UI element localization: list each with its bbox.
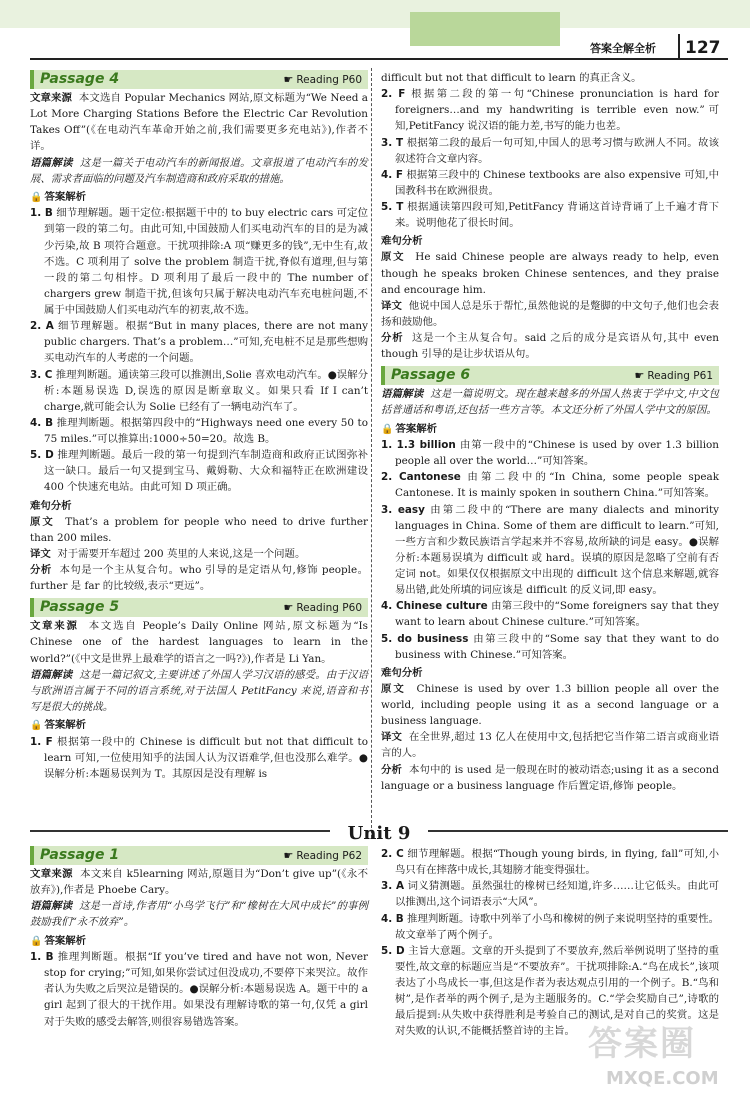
left-column bbox=[30, 70, 368, 782]
bottom-right-column bbox=[381, 846, 719, 1040]
right-column bbox=[381, 70, 719, 794]
source-paragraph: 文章来源 本文选自 Popular Mechanics 网站,原文标题为“We Need a Lot More Charging Stations Before the Electric Car Revolution Takes Off”(《在电动汽车革命开始之前,我们需要更多充电站》),作者不详。 bbox=[30, 92, 368, 153]
column-divider bbox=[371, 68, 372, 838]
site-watermark bbox=[588, 1018, 738, 1089]
reading-ref: Reading P61 bbox=[647, 370, 713, 383]
unit-heading-row bbox=[30, 820, 728, 842]
source-paragraph: 文章来源 本文选自 People’s Daily Online 网站,原文标题为“Is Chinese one of the hardest languages to learn in the world?”(《中文是世界上最难学的语言之一吗?》),作者是 Li Yan。 bbox=[30, 620, 368, 665]
answers-heading: 🔒 答案解析 bbox=[381, 421, 719, 438]
source-paragraph: 文章来源 本文来自 k5learning 网站,原题目为“Don’t give up”(《永不放弃》),作者是 Phoebe Cary。 bbox=[30, 868, 369, 897]
passage-title: Passage 4 bbox=[40, 70, 120, 87]
answer-item: 2. Cantonese 由第二段中的“In China, some people speak Cantonese. It is mainly spoken in southern China.”可知答案。 bbox=[381, 471, 719, 500]
answers-heading: 🔒 答案解析 bbox=[30, 933, 368, 950]
genre-paragraph: 语篇解读 这是一首诗,作者用“小鸟学飞行”和“橡树在大风中成长”的事例鼓励我们“永不放弃”。 bbox=[30, 900, 368, 929]
reading-ref: Reading P60 bbox=[296, 602, 362, 615]
answer-item: 1. B 推理判断题。根据“If you’ve tired and have not won, Never stop for crying;”可知,如果你尝试过但没成功,不要停下来哭泣。故作者认为失败之后哭泣是错误的。●误解分析:本题易误选 A。题干中的 a girl 起到了很大的干扰作用。如果没有理解诗歌的第一句,仅凭 a girl 对于失败的感受去解答,则很容易错选答案。 bbox=[30, 951, 368, 1028]
translation: 译文 对于需要开车超过 200 英里的人来说,这是一个问题。 bbox=[30, 547, 306, 560]
answer-item: 3. easy 由第二段中的“There are many dialects and minority languages in China. Some of them are difficult to learn.”可知,一些方言和少数民族语言学起来并不容易,故所缺的词是 easy。●误解分析:本题易误填为 difficult 或 hard。误填的原因是忽略了空前有否定词 not。如果仅仅根据原文中出现的 difficult 这个信息来解题,就容易出错,此处所填的词应该是 difficult 的反义词,即 easy。 bbox=[381, 503, 719, 597]
answer-item: 3. C 推理判断题。通读第三段可以推测出,Solie 喜欢电动汽车。●误解分析:本题易误选 D,误选的原因是断章取义。如果只看 If I can’t charge,就可能会认为 Solie 已经有了一辆电动汽车了。 bbox=[30, 368, 368, 413]
passage-4-header bbox=[30, 70, 368, 89]
page-header bbox=[0, 0, 750, 62]
unit-title: Unit 9 bbox=[347, 823, 411, 844]
answer-item: 4. F 根据第三段中的 Chinese textbooks are also expensive 可知,中国教科书在欧洲很贵。 bbox=[381, 168, 719, 197]
passage-title: Passage 1 bbox=[40, 846, 120, 863]
original-sentence: 原文 He said Chinese people are always ready to help, even though he speaks broken Chinese sentences, and they praise and encourage him. bbox=[381, 251, 719, 296]
difficult-sentence-heading: 难句分析 bbox=[30, 499, 72, 512]
answers-heading: 🔒 答案解析 bbox=[30, 717, 368, 734]
original-sentence: 原文 That’s a problem for people who need to drive further than 200 miles. bbox=[30, 515, 368, 544]
passage-5-header bbox=[30, 598, 368, 617]
lock-icon: 🔒 bbox=[30, 720, 43, 731]
genre-paragraph: 语篇解读 这是一篇说明文。现在越来越多的外国人热衷于学中文,中文包括普通话和粤语,还包括一些方言等。本文还分析了外国人学中文的原因。 bbox=[381, 388, 719, 417]
translation: 译文 在全世界,超过 13 亿人在使用中文,包括把它当作第二语言或商业语言的人。 bbox=[381, 731, 720, 760]
answer-item: 5. do business 由第三段中的“Some say that they want to do business with Chinese.”可知答案。 bbox=[381, 632, 719, 661]
lock-icon: 🔒 bbox=[30, 191, 43, 203]
bottom-left-column bbox=[30, 846, 368, 1030]
pointing-hand-icon: ☛ bbox=[283, 601, 294, 615]
pointing-hand-icon: ☛ bbox=[283, 848, 294, 862]
difficult-sentence-heading: 难句分析 bbox=[381, 666, 423, 679]
watermark-top: 答案圈 bbox=[588, 1024, 696, 1064]
reading-ref: Reading P62 bbox=[296, 849, 362, 862]
answer-item: 5. T 根据通读第四段可知,PetitFancy 背诵这首诗背诵了上千遍才背下来。说明他花了很长时间。 bbox=[381, 201, 719, 230]
pointing-hand-icon: ☛ bbox=[283, 72, 294, 86]
analysis: 分析 这是一个主从复合句。said 之后的成分是宾语从句,其中 even though 引导的是让步状语从句。 bbox=[381, 332, 720, 361]
answer-item: 2. A 细节理解题。根据“But in many places, there are not many public chargers. That’s a problem…”可知,充电桩不足是那些想购买电动汽车的人考虑的一个问题。 bbox=[30, 320, 368, 365]
answer-item: 3. A 词义猜测题。虽然强壮的橡树已经知道,许多……让它低头。由此可以推测出,这个词语表示“大风”。 bbox=[381, 880, 719, 909]
analysis: 分析 本句中的 is used 是一般现在时的被动语态;using it as a second language or a business language 作后置定语,修饰 people。 bbox=[381, 763, 719, 792]
answer-item: 5. D 主旨大意题。文章的开头提到了不要放弃,然后举例说明了坚持的重要性,故文章的标题应当是“不要放弃”。干扰项排除:A.“鸟在成长”,该项表达了小鸟成长一事,但这是作者为表达观点引用的一个例子。B.“鸟和树”,是作者举的两个例子,是为主题服务的。C.“学会奖励自己”,诗歌的最后提到:从失败中获得胜利是考验自己的测试,是对自己的奖赏。这是对失败的认识,不能概括整首诗的主旨。 bbox=[381, 944, 719, 1038]
answer-item: 1. F 根据第一段中的 Chinese is difficult but not that difficult to learn 可知,一位使用知乎的法国人认为汉语难学,但也没那么难学。●误解分析:本题易误判为 T。其原因是没有理解 is bbox=[30, 735, 368, 780]
answer-item: 4. B 推理判断题。根据第四段中的“Highways need one every 50 to 75 miles.”可以推算出:1000÷50=20。故选 B。 bbox=[30, 416, 368, 445]
genre-paragraph: 语篇解读 这是一篇记叙文,主要讲述了外国人学习汉语的感受。由于汉语与欧洲语言属于不同的语言系统,对于法国人 PetitFancy 来说,语音和书写是很大的挑战。 bbox=[30, 668, 368, 713]
header-label: 答案全解全析 bbox=[590, 42, 656, 55]
passage-6-header bbox=[381, 366, 719, 385]
original-sentence: 原文 Chinese is used by over 1.3 billion people all over the world, including people using it as a second language or a business language. bbox=[381, 682, 720, 728]
answers-heading: 🔒 答案解析 bbox=[30, 189, 368, 206]
passage-1-header bbox=[30, 846, 368, 865]
lock-icon: 🔒 bbox=[381, 423, 394, 435]
analysis: 分析 本句是一个主从复合句。who 引导的是定语从句,修饰 people。further 是 far 的比较级,表示“更远”。 bbox=[30, 564, 369, 593]
reading-ref: Reading P60 bbox=[296, 73, 362, 86]
answer-item: 2. F 根据第二段的第一句“Chinese pronunciation is hard for foreigners…and my handwriting is terrible even now.”可知,PetitFancy 说汉语的能力差,书写的能力也差。 bbox=[381, 88, 719, 133]
page-number: 127 bbox=[685, 38, 721, 58]
translation: 译文 他说中国人总是乐于帮忙,虽然他说的是蹩脚的中文句子,他们也会表扬和鼓励他。 bbox=[381, 299, 720, 328]
passage-title: Passage 6 bbox=[391, 366, 471, 383]
difficult-sentence-heading: 难句分析 bbox=[381, 235, 423, 248]
answer-item: 2. C 细节理解题。根据“Though young birds, in flying, fall”可知,小鸟只有在摔落中成长,其翅膀才能变得强壮。 bbox=[381, 848, 720, 877]
answer-item: 4. B 推理判断题。诗歌中列举了小鸟和橡树的例子来说明坚持的重要性。故文章举了两个例子。 bbox=[381, 912, 719, 941]
answer-item: 1. 1.3 billion 由第一段中的“Chinese is used by over 1.3 billion people all over the world…”可知答案。 bbox=[381, 439, 719, 468]
watermark-bottom: MXQE.COM bbox=[606, 1067, 719, 1089]
answer-item: 5. D 推理判断题。最后一段的第一句提到汽车制造商和政府正试图弥补这一缺口。最后一句又提到宝马、戴姆勒、大众和福特正在欧洲建设 400 个快速充电站。由此可知 D 项正确。 bbox=[30, 449, 369, 494]
pointing-hand-icon: ☛ bbox=[634, 369, 645, 383]
continued-text: difficult but not that difficult to learn 的真正含义。 bbox=[381, 72, 642, 84]
answer-item: 1. B 细节理解题。题干定位:根据题干中的 to buy electric cars 可定位到第一段的第二句。由此可知,中国鼓励人们买电动汽车的目的是为减少污染,故 B 项符合题意。干扰项排除:A 项“赚更多的钱”,无中生有,故不选。C 项利用了 solve the problem 制造干扰,脊似有道理,但与第一段的第二句相悖。D 项利用了最后一段中的 The number of chargers grew 制造干扰,但该句只属于解决电动汽车充电桩问题,不属于中国鼓励人们买电动汽车的初衷,故不选。 bbox=[30, 207, 368, 316]
lock-icon: 🔒 bbox=[30, 935, 43, 947]
answer-item: 3. T 根据第二段的最后一句可知,中国人的思考习惯与欧洲人不同。故该叙述符合文章内容。 bbox=[381, 136, 719, 165]
genre-paragraph: 语篇解读 这是一篇关于电动汽车的新闻报道。文章报道了电动汽车的发展、需求者面临的问题及汽车制造商和政府采取的措施。 bbox=[30, 156, 369, 185]
answer-item: 4. Chinese culture 由第三段中的“Some foreigners say that they want to learn about Chinese culture.”可知答案。 bbox=[381, 600, 719, 629]
passage-title: Passage 5 bbox=[40, 598, 120, 615]
